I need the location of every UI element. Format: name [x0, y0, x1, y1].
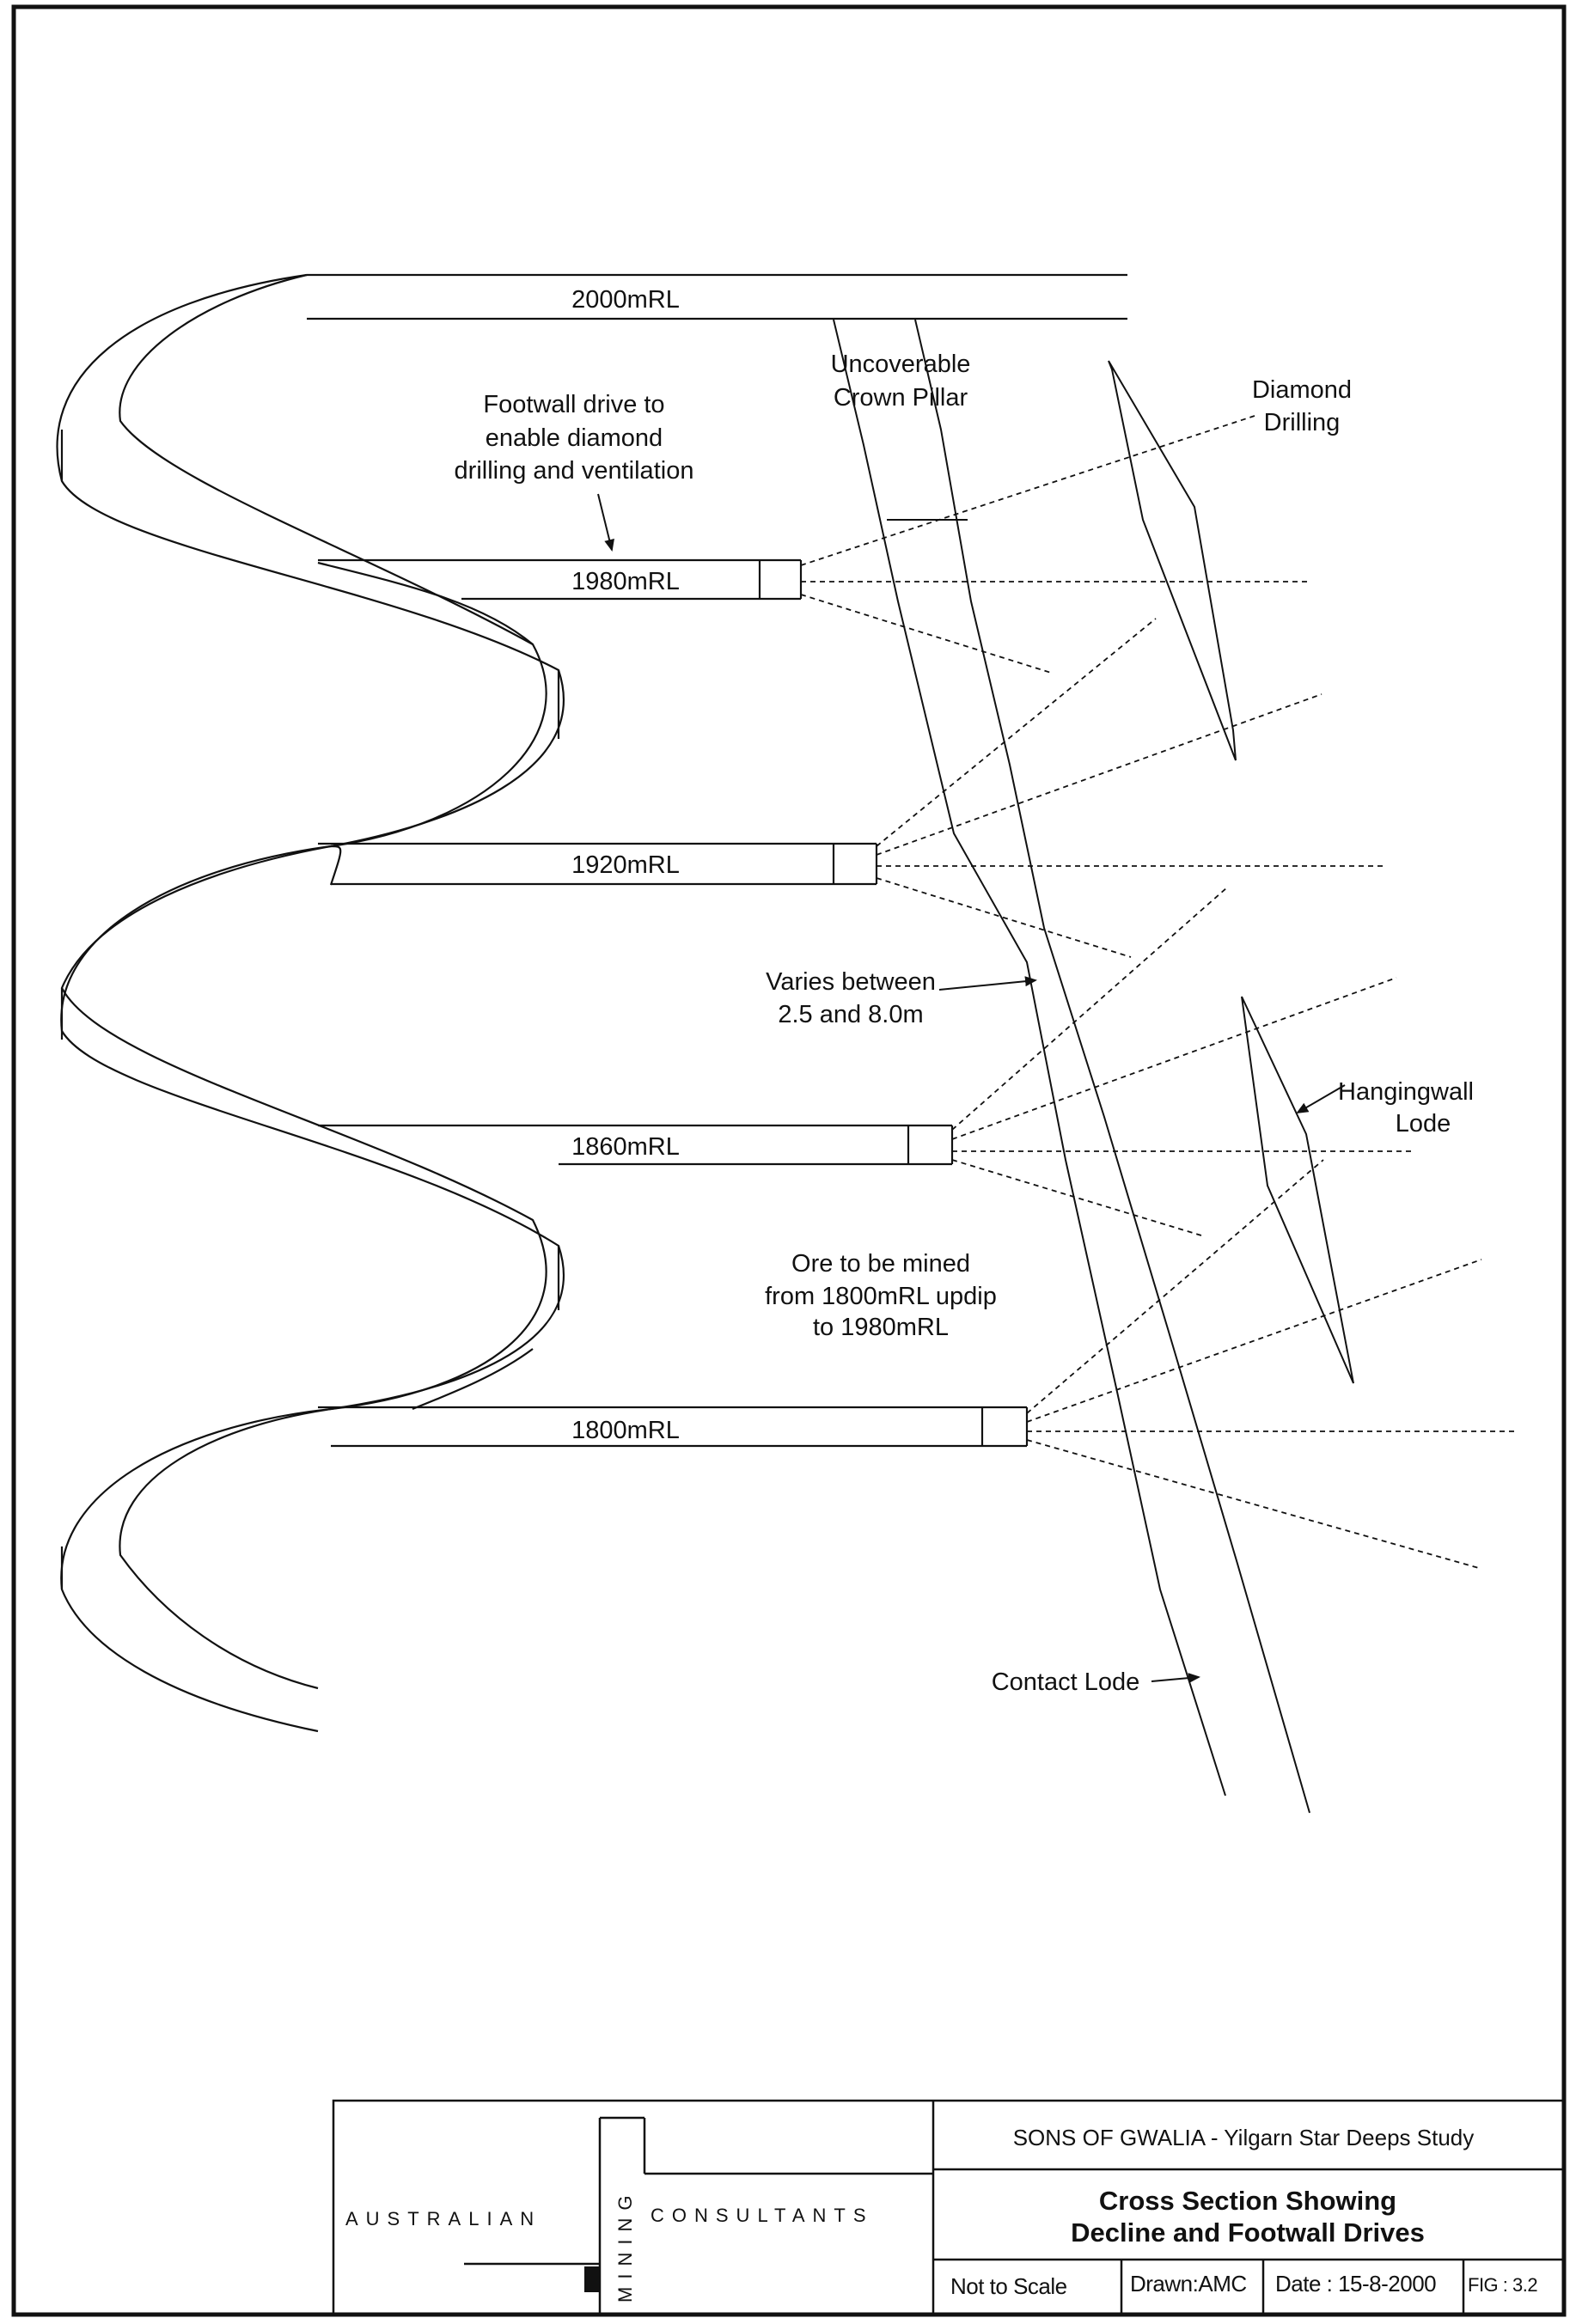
diamond-drilling-label-2: Drilling [1263, 409, 1341, 436]
hangingwall-lode-bodies [1109, 361, 1353, 1383]
footwall-drive-arrow [598, 494, 612, 550]
varies-label-1: Varies between [766, 968, 936, 996]
company-word-consultants: CONSULTANTS [651, 2205, 874, 2226]
hangingwall-label-1: Hangingwall [1338, 1078, 1474, 1106]
company-word-mining: MINING [614, 2187, 636, 2303]
ore-mined-label-1: Ore to be mined [791, 1250, 970, 1278]
level-1800-label: 1800mRL [571, 1417, 680, 1444]
drawing-title-line2: Decline and Footwall Drives [1071, 2217, 1425, 2248]
company-word-australian: AUSTRALIAN [345, 2208, 542, 2229]
ore-mined-label-3: to 1980mRL [813, 1314, 949, 1341]
drawn-by-cell: Drawn:AMC [1130, 2271, 1247, 2297]
ore-mined-label-2: from 1800mRL updip [765, 1283, 997, 1310]
figure-number-cell: FIG : 3.2 [1468, 2274, 1538, 2296]
level-1860-label: 1860mRL [571, 1133, 680, 1161]
crown-pillar-label-2: Crown Pillar [833, 384, 968, 412]
drawing-title-line1: Cross Section Showing [1098, 2186, 1397, 2216]
crown-pillar-label-1: Uncoverable [830, 351, 971, 378]
varies-arrow [939, 980, 1035, 990]
footwall-drive-label-3: drilling and ventilation [454, 457, 694, 485]
title-block [333, 2101, 1564, 2315]
scale-cell: Not to Scale [950, 2273, 1067, 2299]
footwall-drive-label-1: Footwall drive to [483, 391, 665, 418]
varies-label-2: 2.5 and 8.0m [778, 1001, 924, 1028]
sheet-border [14, 7, 1564, 2315]
annotations [455, 351, 1474, 1696]
contact-lode-arrow [1151, 1677, 1199, 1681]
contact-lode [834, 320, 1310, 1813]
level-2000-label: 2000mRL [571, 286, 680, 314]
logo-block [584, 2266, 600, 2292]
decline-spiral [58, 275, 564, 1731]
level-drives [307, 275, 1127, 1446]
level-1980-label: 1980mRL [571, 568, 680, 595]
diamond-drilling-label-1: Diamond [1251, 376, 1353, 404]
contact-lode-label: Contact Lode [991, 1668, 1140, 1696]
footwall-drive-label-2: enable diamond [485, 424, 663, 452]
date-cell: Date : 15-8-2000 [1275, 2271, 1437, 2297]
hangingwall-label-2: Lode [1395, 1110, 1451, 1138]
level-1920-label: 1920mRL [571, 851, 680, 879]
arrows [598, 494, 1345, 1681]
project-name: SONS OF GWALIA - Yilgarn Star Deeps Study [1012, 2125, 1475, 2150]
